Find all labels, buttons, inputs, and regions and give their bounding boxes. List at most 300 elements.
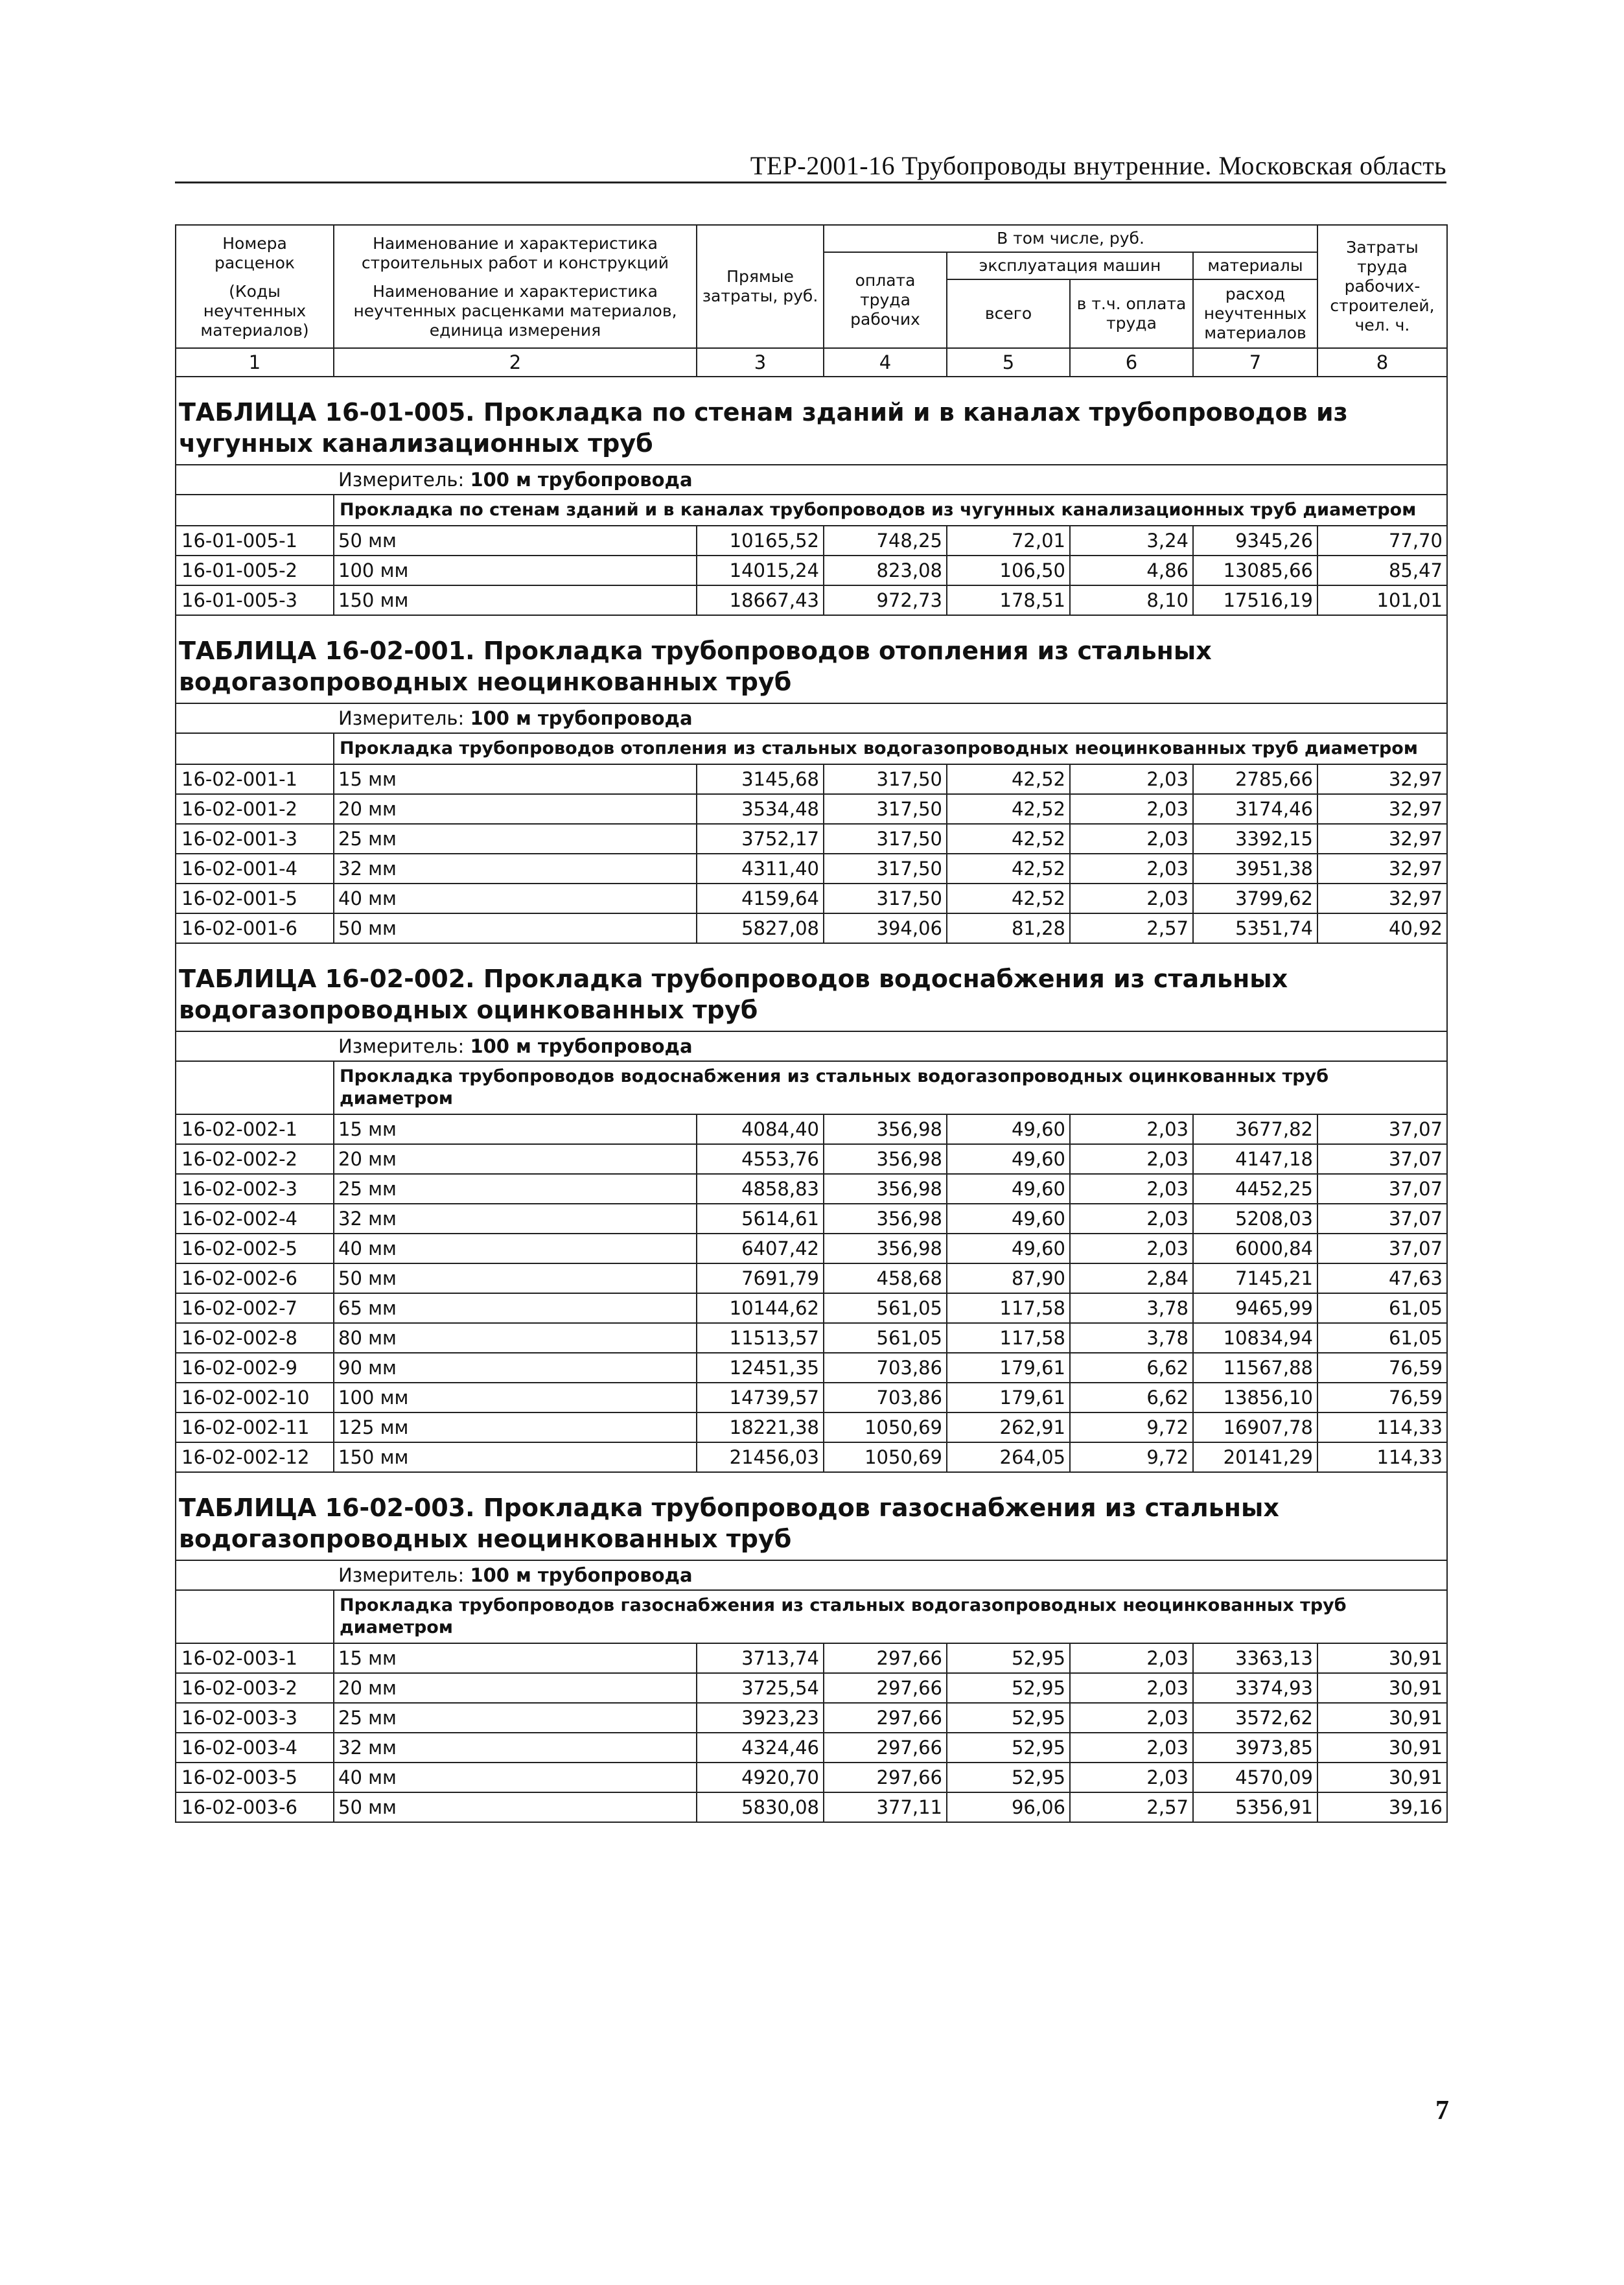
table-row: [176, 1763, 1447, 1792]
labor-pay: 356,98: [824, 1174, 947, 1204]
labor-costs: 37,07: [1317, 1204, 1447, 1234]
machines-total: 178,51: [947, 585, 1070, 615]
machines-labor-pay: 2,03: [1070, 1733, 1193, 1763]
machines-labor-pay: 3,78: [1070, 1293, 1193, 1323]
direct-costs: 3923,23: [697, 1703, 824, 1733]
diameter: 25 мм: [334, 824, 697, 854]
machines-total: 179,61: [947, 1383, 1070, 1412]
labor-pay: 317,50: [824, 764, 947, 794]
machines-total: 42,52: [947, 794, 1070, 824]
diameter: 15 мм: [334, 764, 697, 794]
labor-pay: 1050,69: [824, 1442, 947, 1472]
machines-total: 49,60: [947, 1174, 1070, 1204]
table-row: [176, 824, 1447, 854]
direct-costs: 3713,74: [697, 1643, 824, 1673]
machines-labor-pay: 2,03: [1070, 824, 1193, 854]
labor-pay: 748,25: [824, 526, 947, 556]
header-direct-costs: Прямые затраты, руб.: [697, 225, 824, 348]
rate-code: 16-02-001-5: [176, 884, 334, 913]
materials: 20141,29: [1193, 1442, 1317, 1472]
measure-unit: [176, 465, 1447, 495]
description-spacer: [176, 1590, 334, 1643]
labor-costs: 61,05: [1317, 1293, 1447, 1323]
rate-code: 16-02-002-6: [176, 1263, 334, 1293]
diameter: 40 мм: [334, 884, 697, 913]
rate-code: 16-02-002-3: [176, 1174, 334, 1204]
diameter: 150 мм: [334, 585, 697, 615]
labor-pay: 823,08: [824, 556, 947, 585]
table-row: [176, 1263, 1447, 1293]
machines-labor-pay: 2,03: [1070, 854, 1193, 884]
direct-costs: 10165,52: [697, 526, 824, 556]
direct-costs: 21456,03: [697, 1442, 824, 1472]
table-row: [176, 1733, 1447, 1763]
labor-costs: 114,33: [1317, 1442, 1447, 1472]
materials: 3572,62: [1193, 1703, 1317, 1733]
direct-costs: 4324,46: [697, 1733, 824, 1763]
labor-pay: 317,50: [824, 884, 947, 913]
labor-costs: 32,97: [1317, 794, 1447, 824]
machines-labor-pay: 2,03: [1070, 1144, 1193, 1174]
section-title-row: [176, 943, 1447, 1031]
machines-labor-pay: 6,62: [1070, 1353, 1193, 1383]
header-code: [176, 225, 334, 348]
labor-costs: 32,97: [1317, 764, 1447, 794]
rate-code: 16-02-001-1: [176, 764, 334, 794]
materials: 3392,15: [1193, 824, 1317, 854]
labor-costs: 101,01: [1317, 585, 1447, 615]
table-row: [176, 884, 1447, 913]
section-title-text: Прокладка трубопроводов газоснабжения из стальных водогазопроводных неоцинкованных труб: [179, 1494, 1279, 1553]
diameter: 50 мм: [334, 913, 697, 943]
machines-total: 49,60: [947, 1234, 1070, 1263]
work-description: Прокладка по стенам зданий и в каналах трубопроводов из чугунных канализационных труб диаметром: [334, 495, 1447, 526]
direct-costs: 5614,61: [697, 1204, 824, 1234]
labor-pay: 297,66: [824, 1733, 947, 1763]
section-title: [176, 377, 1447, 465]
labor-costs: 61,05: [1317, 1323, 1447, 1353]
direct-costs: 3752,17: [697, 824, 824, 854]
direct-costs: 18221,38: [697, 1412, 824, 1442]
column-number: 7: [1193, 348, 1317, 377]
machines-labor-pay: 9,72: [1070, 1442, 1193, 1472]
labor-pay: 297,66: [824, 1673, 947, 1703]
diameter: 20 мм: [334, 794, 697, 824]
machines-total: 49,60: [947, 1114, 1070, 1144]
table-row: [176, 1323, 1447, 1353]
column-numbers-row: [176, 348, 1447, 377]
rate-code: 16-02-001-4: [176, 854, 334, 884]
header-name-bottom: Наименование и характеристика неучтенных расценками материалов, единица измерения: [353, 282, 677, 340]
machines-labor-pay: 3,24: [1070, 526, 1193, 556]
header-including: В том числе, руб.: [824, 225, 1317, 252]
labor-pay: 356,98: [824, 1114, 947, 1144]
machines-total: 42,52: [947, 884, 1070, 913]
column-number: 6: [1070, 348, 1193, 377]
machines-total: 179,61: [947, 1353, 1070, 1383]
rate-code: 16-02-002-5: [176, 1234, 334, 1263]
direct-costs: 3534,48: [697, 794, 824, 824]
direct-costs: 4084,40: [697, 1114, 824, 1144]
labor-costs: 76,59: [1317, 1353, 1447, 1383]
diameter: 32 мм: [334, 1204, 697, 1234]
description-spacer: [176, 495, 334, 526]
labor-pay: 297,66: [824, 1643, 947, 1673]
materials: 3374,93: [1193, 1673, 1317, 1703]
price-table: [175, 224, 1448, 1823]
machines-labor-pay: 4,86: [1070, 556, 1193, 585]
machines-labor-pay: 2,03: [1070, 1673, 1193, 1703]
materials: 9345,26: [1193, 526, 1317, 556]
table-row: [176, 1234, 1447, 1263]
direct-costs: 4553,76: [697, 1144, 824, 1174]
diameter: 40 мм: [334, 1234, 697, 1263]
labor-pay: 317,50: [824, 794, 947, 824]
column-number: 5: [947, 348, 1070, 377]
direct-costs: 18667,43: [697, 585, 824, 615]
description-row: [176, 1061, 1447, 1114]
materials: 4570,09: [1193, 1763, 1317, 1792]
header-name: [334, 225, 697, 348]
table-row: [176, 1643, 1447, 1673]
table-body: [176, 377, 1447, 1822]
machines-total: 262,91: [947, 1412, 1070, 1442]
header-code-top: Номера расценок: [214, 234, 296, 272]
machines-labor-pay: 2,03: [1070, 1763, 1193, 1792]
header-machines-labor: в т.ч. оплата труда: [1070, 279, 1193, 348]
labor-costs: 76,59: [1317, 1383, 1447, 1412]
machines-total: 96,06: [947, 1792, 1070, 1822]
table-row: [176, 1174, 1447, 1204]
direct-costs: 7691,79: [697, 1263, 824, 1293]
rate-code: 16-02-003-2: [176, 1673, 334, 1703]
table-row: [176, 585, 1447, 615]
rate-code: 16-02-002-7: [176, 1293, 334, 1323]
machines-labor-pay: 2,57: [1070, 913, 1193, 943]
labor-pay: 356,98: [824, 1144, 947, 1174]
direct-costs: 11513,57: [697, 1323, 824, 1353]
diameter: 65 мм: [334, 1293, 697, 1323]
table-row: [176, 1412, 1447, 1442]
materials: 11567,88: [1193, 1353, 1317, 1383]
rate-code: 16-02-002-12: [176, 1442, 334, 1472]
table-row: [176, 1144, 1447, 1174]
direct-costs: 4920,70: [697, 1763, 824, 1792]
section-title-row: [176, 615, 1447, 703]
labor-pay: 317,50: [824, 824, 947, 854]
machines-total: 42,52: [947, 824, 1070, 854]
diameter: 100 мм: [334, 556, 697, 585]
direct-costs: 5827,08: [697, 913, 824, 943]
measure-unit: [176, 1031, 1447, 1061]
table-row: [176, 1293, 1447, 1323]
rate-code: 16-02-003-1: [176, 1643, 334, 1673]
labor-costs: 85,47: [1317, 556, 1447, 585]
machines-total: 117,58: [947, 1323, 1070, 1353]
section-title-row: [176, 377, 1447, 465]
materials: 6000,84: [1193, 1234, 1317, 1263]
machines-labor-pay: 2,03: [1070, 1234, 1193, 1263]
machines-labor-pay: 2,03: [1070, 794, 1193, 824]
machines-labor-pay: 2,03: [1070, 1703, 1193, 1733]
machines-total: 87,90: [947, 1263, 1070, 1293]
measure-label: Измеритель:: [338, 469, 465, 491]
labor-costs: 37,07: [1317, 1174, 1447, 1204]
measure-value: 100 м трубопровода: [470, 1564, 693, 1586]
diameter: 100 мм: [334, 1383, 697, 1412]
measure-unit: [176, 1560, 1447, 1590]
table-row: [176, 854, 1447, 884]
direct-costs: 14739,57: [697, 1383, 824, 1412]
labor-pay: 356,98: [824, 1234, 947, 1263]
machines-total: 49,60: [947, 1144, 1070, 1174]
running-header: [175, 150, 1446, 183]
machines-total: 106,50: [947, 556, 1070, 585]
running-header-text: ТЕР-2001-16 Трубопроводы внутренние. Московская область: [750, 151, 1446, 180]
machines-labor-pay: 2,03: [1070, 1174, 1193, 1204]
header-labor-pay: оплата труда рабочих: [824, 252, 947, 348]
header-materials: материалы: [1193, 252, 1317, 279]
measure-value: 100 м трубопровода: [470, 707, 693, 729]
description-row: [176, 1590, 1447, 1643]
description-row: [176, 495, 1447, 526]
header-name-top: Наименование и характеристика строительных работ и конструкций: [361, 234, 669, 272]
table-row: [176, 1204, 1447, 1234]
machines-total: 52,95: [947, 1763, 1070, 1792]
labor-pay: 561,05: [824, 1323, 947, 1353]
labor-costs: 47,63: [1317, 1263, 1447, 1293]
diameter: 32 мм: [334, 1733, 697, 1763]
work-description: Прокладка трубопроводов отопления из стальных водогазопроводных неоцинкованных труб диаметром: [334, 733, 1447, 764]
table-row: [176, 1353, 1447, 1383]
materials: 2785,66: [1193, 764, 1317, 794]
diameter: 50 мм: [334, 1792, 697, 1822]
machines-labor-pay: 2,03: [1070, 764, 1193, 794]
table-row: [176, 1673, 1447, 1703]
rate-code: 16-02-003-3: [176, 1703, 334, 1733]
section-title-row: [176, 1472, 1447, 1560]
labor-costs: 30,91: [1317, 1643, 1447, 1673]
work-description: Прокладка трубопроводов водоснабжения из стальных водогазопроводных оцинкованных труб диаметром: [334, 1061, 1447, 1114]
header-machines-total: всего: [947, 279, 1070, 348]
direct-costs: 4311,40: [697, 854, 824, 884]
column-number: 8: [1317, 348, 1447, 377]
header-labor-costs: Затраты труда рабочих-строителей, чел. ч.: [1317, 225, 1447, 348]
machines-total: 81,28: [947, 913, 1070, 943]
diameter: 50 мм: [334, 526, 697, 556]
section-title-code: ТАБЛИЦА 16-01-005.: [179, 398, 475, 427]
machines-labor-pay: 6,62: [1070, 1383, 1193, 1412]
materials: 4452,25: [1193, 1174, 1317, 1204]
machines-labor-pay: 2,03: [1070, 1114, 1193, 1144]
measure-label: Измеритель:: [338, 707, 465, 729]
materials: 3174,46: [1193, 794, 1317, 824]
direct-costs: 14015,24: [697, 556, 824, 585]
measure-value: 100 м трубопровода: [470, 469, 693, 491]
rate-code: 16-02-002-9: [176, 1353, 334, 1383]
column-number: 2: [334, 348, 697, 377]
direct-costs: 5830,08: [697, 1792, 824, 1822]
rate-code: 16-01-005-3: [176, 585, 334, 615]
rate-code: 16-02-002-8: [176, 1323, 334, 1353]
machines-labor-pay: 3,78: [1070, 1323, 1193, 1353]
section-title-text: Прокладка по стенам зданий и в каналах трубопроводов из чугунных канализационных труб: [179, 398, 1348, 458]
labor-pay: 377,11: [824, 1792, 947, 1822]
table-row: [176, 794, 1447, 824]
column-number: 4: [824, 348, 947, 377]
materials: 9465,99: [1193, 1293, 1317, 1323]
section-title-code: ТАБЛИЦА 16-02-003.: [179, 1494, 475, 1522]
direct-costs: 12451,35: [697, 1353, 824, 1383]
rate-code: 16-02-002-10: [176, 1383, 334, 1412]
machines-total: 52,95: [947, 1733, 1070, 1763]
measure-label: Измеритель:: [338, 1564, 465, 1586]
diameter: 125 мм: [334, 1412, 697, 1442]
machines-total: 49,60: [947, 1204, 1070, 1234]
measure-value: 100 м трубопровода: [470, 1035, 693, 1057]
section-title-text: Прокладка трубопроводов отопления из стальных водогазопроводных неоцинкованных труб: [179, 637, 1212, 696]
materials: 4147,18: [1193, 1144, 1317, 1174]
diameter: 80 мм: [334, 1323, 697, 1353]
measure-row: [176, 1560, 1447, 1590]
description-spacer: [176, 733, 334, 764]
rate-code: 16-02-002-1: [176, 1114, 334, 1144]
rate-code: 16-02-003-5: [176, 1763, 334, 1792]
labor-pay: 561,05: [824, 1293, 947, 1323]
rate-code: 16-02-002-2: [176, 1144, 334, 1174]
table-row: [176, 764, 1447, 794]
machines-total: 52,95: [947, 1673, 1070, 1703]
direct-costs: 6407,42: [697, 1234, 824, 1263]
labor-pay: 394,06: [824, 913, 947, 943]
machines-labor-pay: 2,57: [1070, 1792, 1193, 1822]
table-header: [176, 225, 1447, 377]
rate-code: 16-02-001-3: [176, 824, 334, 854]
header-code-bottom: (Коды неучтенных материалов): [200, 282, 309, 340]
section-title-text: Прокладка трубопроводов водоснабжения из стальных водогазопроводных оцинкованных труб: [179, 965, 1288, 1024]
materials: 13856,10: [1193, 1383, 1317, 1412]
labor-costs: 30,91: [1317, 1733, 1447, 1763]
labor-costs: 30,91: [1317, 1703, 1447, 1733]
direct-costs: 3145,68: [697, 764, 824, 794]
section-title-code: ТАБЛИЦА 16-02-002.: [179, 965, 475, 993]
work-description: Прокладка трубопроводов газоснабжения из стальных водогазопроводных неоцинкованных труб диаметром: [334, 1590, 1447, 1643]
diameter: 20 мм: [334, 1144, 697, 1174]
rate-code: 16-02-002-11: [176, 1412, 334, 1442]
labor-costs: 30,91: [1317, 1763, 1447, 1792]
table-row: [176, 1792, 1447, 1822]
table-row: [176, 1383, 1447, 1412]
measure-label: Измеритель:: [338, 1035, 465, 1057]
materials: 13085,66: [1193, 556, 1317, 585]
diameter: 90 мм: [334, 1353, 697, 1383]
rate-code: 16-02-001-2: [176, 794, 334, 824]
materials: 16907,78: [1193, 1412, 1317, 1442]
materials: 10834,94: [1193, 1323, 1317, 1353]
labor-costs: 114,33: [1317, 1412, 1447, 1442]
labor-costs: 37,07: [1317, 1144, 1447, 1174]
measure-row: [176, 1031, 1447, 1061]
machines-total: 42,52: [947, 854, 1070, 884]
rate-code: 16-02-003-4: [176, 1733, 334, 1763]
section-title: [176, 615, 1447, 703]
machines-labor-pay: 2,03: [1070, 884, 1193, 913]
header-materials-unaccounted: расход неучтенных материалов: [1193, 279, 1317, 348]
materials: 17516,19: [1193, 585, 1317, 615]
materials: 5351,74: [1193, 913, 1317, 943]
labor-costs: 37,07: [1317, 1114, 1447, 1144]
materials: 3363,13: [1193, 1643, 1317, 1673]
diameter: 50 мм: [334, 1263, 697, 1293]
rate-code: 16-01-005-1: [176, 526, 334, 556]
labor-pay: 1050,69: [824, 1412, 947, 1442]
materials: 3973,85: [1193, 1733, 1317, 1763]
table-row: [176, 556, 1447, 585]
machines-total: 264,05: [947, 1442, 1070, 1472]
diameter: 20 мм: [334, 1673, 697, 1703]
measure-row: [176, 703, 1447, 733]
rate-code: 16-02-003-6: [176, 1792, 334, 1822]
table-row: [176, 526, 1447, 556]
diameter: 15 мм: [334, 1643, 697, 1673]
diameter: 15 мм: [334, 1114, 697, 1144]
page-number: 7: [1435, 2096, 1449, 2126]
table-row: [176, 1442, 1447, 1472]
labor-costs: 37,07: [1317, 1234, 1447, 1263]
table-row: [176, 913, 1447, 943]
machines-total: 52,95: [947, 1643, 1070, 1673]
description-row: [176, 733, 1447, 764]
table-row: [176, 1114, 1447, 1144]
table-row: [176, 1703, 1447, 1733]
labor-pay: 972,73: [824, 585, 947, 615]
labor-costs: 32,97: [1317, 824, 1447, 854]
direct-costs: 3725,54: [697, 1673, 824, 1703]
labor-pay: 317,50: [824, 854, 947, 884]
diameter: 32 мм: [334, 854, 697, 884]
diameter: 25 мм: [334, 1174, 697, 1204]
labor-costs: 77,70: [1317, 526, 1447, 556]
labor-costs: 40,92: [1317, 913, 1447, 943]
labor-costs: 30,91: [1317, 1673, 1447, 1703]
column-number: 3: [697, 348, 824, 377]
materials: 7145,21: [1193, 1263, 1317, 1293]
machines-labor-pay: 2,03: [1070, 1643, 1193, 1673]
section-title: [176, 1472, 1447, 1560]
materials: 3677,82: [1193, 1114, 1317, 1144]
rate-code: 16-01-005-2: [176, 556, 334, 585]
rate-code: 16-02-001-6: [176, 913, 334, 943]
rate-code: 16-02-002-4: [176, 1204, 334, 1234]
machines-labor-pay: 2,84: [1070, 1263, 1193, 1293]
section-title-code: ТАБЛИЦА 16-02-001.: [179, 637, 475, 665]
materials: 3951,38: [1193, 854, 1317, 884]
section-title: [176, 943, 1447, 1031]
machines-labor-pay: 9,72: [1070, 1412, 1193, 1442]
materials: 3799,62: [1193, 884, 1317, 913]
header-machines: эксплуатация машин: [947, 252, 1193, 279]
machines-total: 52,95: [947, 1703, 1070, 1733]
labor-costs: 32,97: [1317, 854, 1447, 884]
machines-total: 117,58: [947, 1293, 1070, 1323]
labor-pay: 356,98: [824, 1204, 947, 1234]
materials: 5208,03: [1193, 1204, 1317, 1234]
direct-costs: 4858,83: [697, 1174, 824, 1204]
description-spacer: [176, 1061, 334, 1114]
labor-pay: 297,66: [824, 1763, 947, 1792]
measure-unit: [176, 703, 1447, 733]
diameter: 150 мм: [334, 1442, 697, 1472]
